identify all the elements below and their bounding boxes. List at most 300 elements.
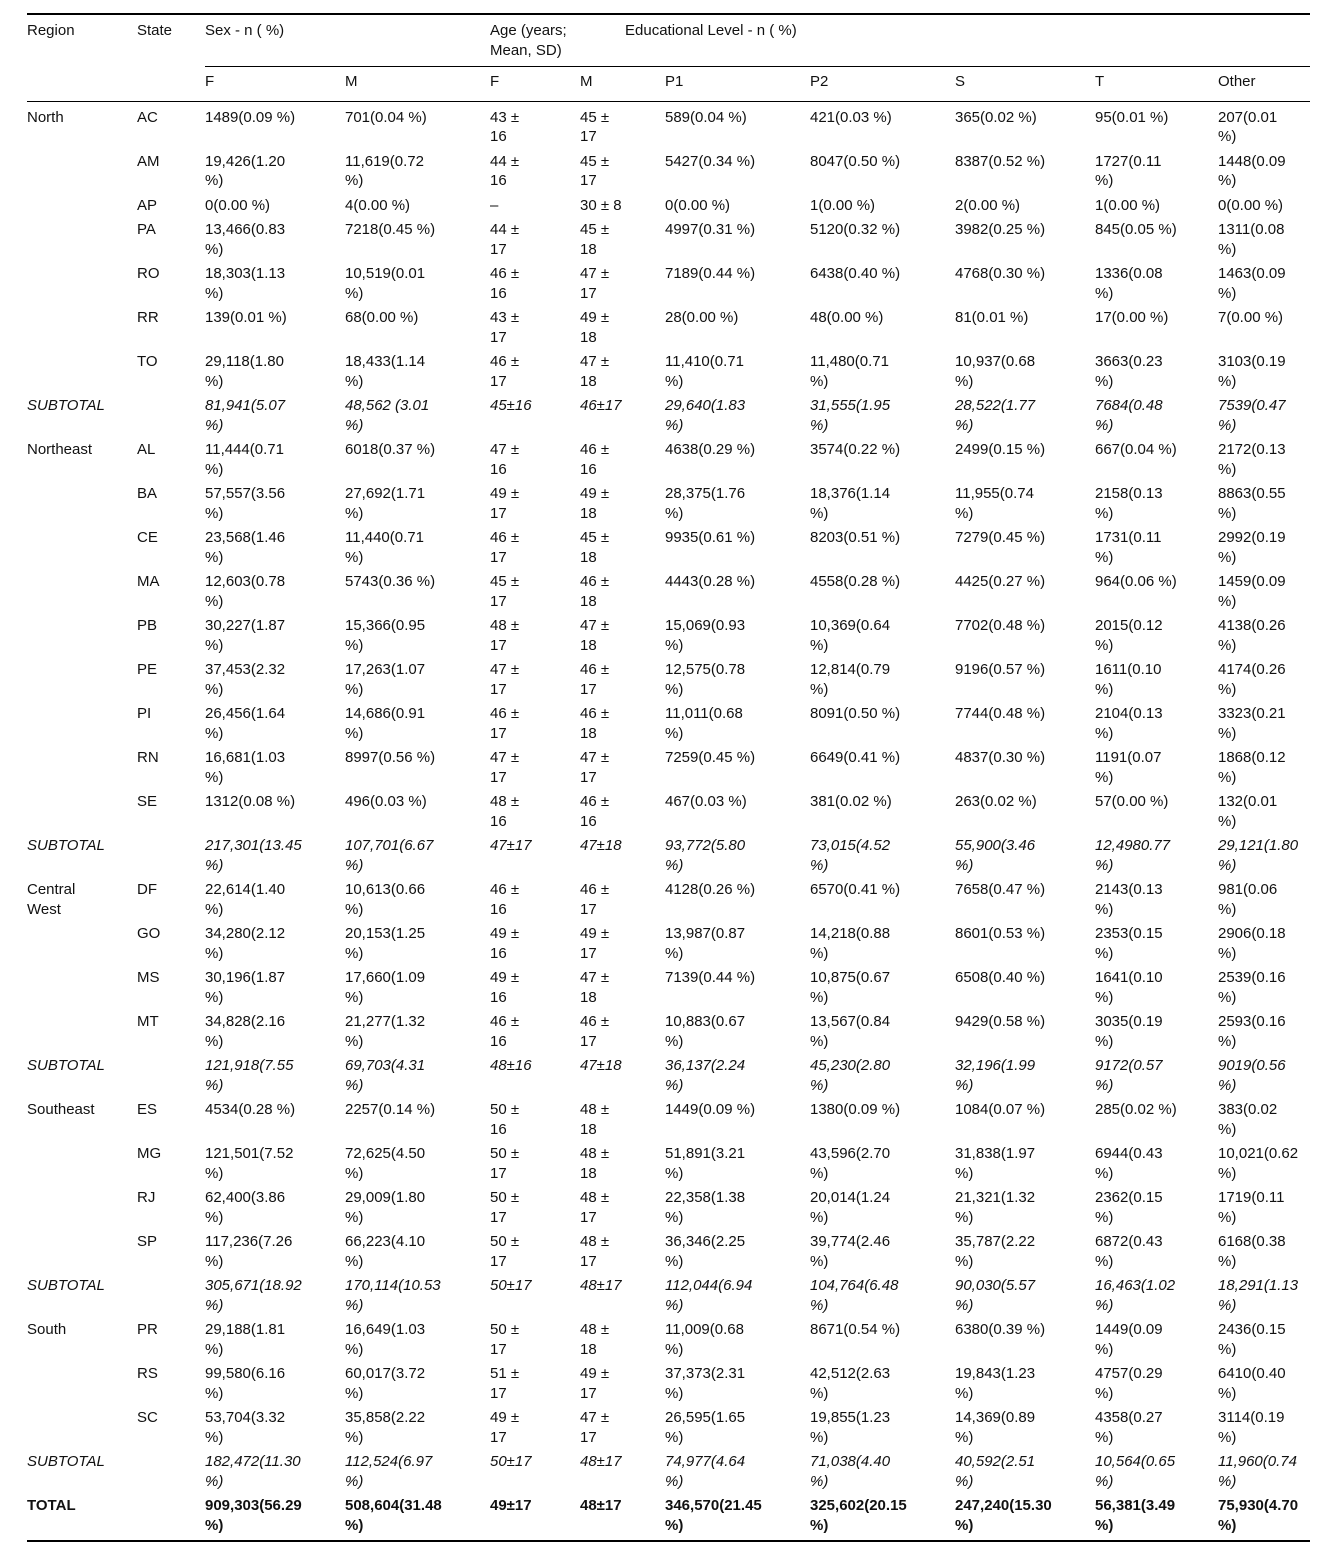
sex-m-cell: 69,703(4.31 %) (345, 1057, 426, 1094)
region-cell (27, 1142, 137, 1186)
age-f-cell: 46 ± 17 (490, 353, 520, 390)
edu-p2-cell: 43,596(2.70 %) (810, 1145, 891, 1182)
subtotal-row (27, 1054, 1310, 1098)
sex-f-cell: 217,301(13.45 %) (205, 837, 302, 874)
region-cell (27, 149, 137, 193)
edu-p1-cell: 51,891(3.21 %) (665, 1145, 746, 1182)
edu-t-cell: 17(0.00 %) (1095, 309, 1169, 326)
edu-other-cell: 207(0.01 %) (1218, 108, 1278, 145)
sex-m-cell: 20,153(1.25 %) (345, 925, 426, 962)
age-f-cell: 47 ± 16 (490, 441, 520, 478)
table-row (27, 262, 1310, 306)
sex-f-cell: 182,472(11.30 %) (205, 1453, 301, 1490)
state-cell (137, 1450, 205, 1494)
edu-p2-cell: 6438(0.40 %) (810, 265, 901, 282)
age-m-cell: 47±18 (580, 1057, 622, 1074)
edu-p2-cell: 8671(0.54 %) (810, 1321, 901, 1338)
edu-p1-cell: 74,977(4.64 %) (665, 1453, 746, 1490)
table-row (27, 438, 1310, 482)
edu-s-cell: 11,955(0.74 %) (955, 485, 1034, 522)
state-cell: MS (137, 969, 160, 986)
edu-p1-cell: 4128(0.26 %) (665, 881, 756, 898)
sex-m-cell: 11,619(0.72 %) (345, 152, 424, 189)
edu-s-cell: 81(0.01 %) (955, 309, 1029, 326)
region-cell (27, 1186, 137, 1230)
edu-p2-cell: 45,230(2.80 %) (810, 1057, 891, 1094)
state-cell (137, 1274, 205, 1318)
sex-f-cell: 81,941(5.07 %) (205, 397, 286, 434)
region-cell: SUBTOTAL (27, 397, 105, 414)
edu-other-cell: 1311(0.08 %) (1218, 221, 1285, 258)
edu-p2-cell: 39,774(2.46 %) (810, 1233, 891, 1270)
age-f-cell: 49±17 (490, 1497, 532, 1514)
table-row (27, 101, 1310, 149)
region-cell: Northeast (27, 441, 93, 458)
sex-f-cell: 1312(0.08 %) (205, 793, 296, 810)
sex-f-cell: 11,444(0.71 %) (205, 441, 284, 478)
col-header-age-m: M (580, 67, 665, 102)
edu-t-cell: 1611(0.10 %) (1095, 661, 1162, 698)
edu-p2-cell: 14,218(0.88 %) (810, 925, 891, 962)
region-cell: North (27, 108, 64, 126)
table-row (27, 482, 1310, 526)
edu-t-cell: 285(0.02 %) (1095, 1101, 1177, 1118)
sex-f-cell: 37,453(2.32 %) (205, 661, 286, 698)
col-header-p1: P1 (665, 67, 810, 102)
edu-p2-cell: 1380(0.09 %) (810, 1101, 901, 1118)
age-f-cell: 49 ± 16 (490, 925, 520, 962)
edu-p2-cell: 13,567(0.84 %) (810, 1013, 891, 1050)
edu-t-cell: 2104(0.13 %) (1095, 705, 1163, 742)
col-header-other: Other (1218, 67, 1310, 102)
state-cell: AP (137, 196, 158, 214)
region-cell (27, 702, 137, 746)
edu-other-cell: 3114(0.19 %) (1218, 1409, 1285, 1446)
sex-f-cell: 909,303(56.29 %) (205, 1497, 302, 1534)
region-cell (27, 218, 137, 262)
region-cell (27, 1362, 137, 1406)
sex-m-cell: 107,701(6.67 %) (345, 837, 434, 874)
edu-other-cell: 6168(0.38 %) (1218, 1233, 1286, 1270)
group-header-row (27, 14, 1310, 67)
age-f-cell: 48 ± 16 (490, 793, 520, 830)
edu-s-cell: 4768(0.30 %) (955, 265, 1046, 282)
region-cell (27, 1010, 137, 1054)
edu-p1-cell: 346,570(21.45 %) (665, 1497, 762, 1534)
edu-p2-cell: 71,038(4.40 %) (810, 1453, 891, 1490)
edu-t-cell: 3035(0.19 %) (1095, 1013, 1163, 1050)
age-f-cell: 44 ± 17 (490, 221, 520, 258)
age-f-cell: 50 ± 17 (490, 1145, 520, 1182)
region-cell (27, 658, 137, 702)
edu-other-cell: 2992(0.19 %) (1218, 529, 1286, 566)
age-f-cell: 50 ± 16 (490, 1101, 520, 1138)
subtotal-row (27, 834, 1310, 878)
age-f-cell: 48±16 (490, 1057, 532, 1074)
region-cell: SUBTOTAL (27, 1277, 105, 1294)
table-row (27, 193, 1310, 218)
edu-p1-cell: 7139(0.44 %) (665, 969, 756, 986)
table-row (27, 1186, 1310, 1230)
subtotal-row (27, 394, 1310, 438)
region-cell (27, 966, 137, 1010)
edu-s-cell: 1084(0.07 %) (955, 1101, 1046, 1118)
edu-t-cell: 2158(0.13 %) (1095, 485, 1163, 522)
edu-other-cell: 981(0.06 %) (1218, 881, 1278, 918)
state-cell: SE (137, 793, 158, 810)
edu-s-cell: 247,240(15.30 %) (955, 1497, 1052, 1534)
state-cell: PB (137, 617, 158, 634)
region-cell (27, 1406, 137, 1450)
age-f-cell: 44 ± 16 (490, 152, 520, 189)
age-f-cell: 46 ± 17 (490, 529, 520, 566)
edu-s-cell: 19,843(1.23 %) (955, 1365, 1036, 1402)
edu-p2-cell: 12,814(0.79 %) (810, 661, 891, 698)
sex-m-cell: 16,649(1.03 %) (345, 1321, 426, 1358)
state-cell: PI (137, 705, 152, 722)
table-row (27, 658, 1310, 702)
region-cell (27, 614, 137, 658)
table-row (27, 149, 1310, 193)
sex-m-cell: 66,223(4.10 %) (345, 1233, 426, 1270)
edu-s-cell: 40,592(2.51 %) (955, 1453, 1036, 1490)
region-cell: SUBTOTAL (27, 1453, 105, 1470)
state-cell: SP (137, 1233, 158, 1250)
state-cell: AC (137, 108, 158, 126)
sex-m-cell: 27,692(1.71 %) (345, 485, 426, 522)
edu-p2-cell: 8047(0.50 %) (810, 152, 901, 170)
region-cell (27, 790, 137, 834)
state-cell: MA (137, 573, 160, 590)
state-cell: MG (137, 1145, 162, 1162)
age-m-cell: 49 ± 18 (580, 485, 610, 522)
edu-p2-cell: 6570(0.41 %) (810, 881, 901, 898)
sex-f-cell: 1489(0.09 %) (205, 108, 296, 126)
edu-p2-cell: 19,855(1.23 %) (810, 1409, 891, 1446)
edu-s-cell: 8601(0.53 %) (955, 925, 1046, 942)
state-cell: BA (137, 485, 158, 502)
edu-p2-cell: 10,875(0.67 %) (810, 969, 891, 1006)
sex-m-cell: 496(0.03 %) (345, 793, 427, 810)
edu-p2-cell: 1(0.00 %) (810, 196, 876, 214)
age-f-cell: 49 ± 16 (490, 969, 520, 1006)
sex-m-cell: 17,263(1.07 %) (345, 661, 426, 698)
edu-other-cell: 1463(0.09 %) (1218, 265, 1286, 302)
sex-f-cell: 117,236(7.26 %) (205, 1233, 293, 1270)
age-m-cell: 47±18 (580, 837, 622, 854)
age-f-cell: 47 ± 17 (490, 661, 520, 698)
edu-s-cell: 35,787(2.22 %) (955, 1233, 1036, 1270)
age-m-cell: 48 ± 18 (580, 1101, 610, 1138)
edu-other-cell: 0(0.00 %) (1218, 196, 1284, 214)
edu-other-cell: 1868(0.12 %) (1218, 749, 1286, 786)
age-f-cell: 45±16 (490, 397, 532, 414)
state-cell: CE (137, 529, 158, 546)
edu-t-cell: 4358(0.27 %) (1095, 1409, 1163, 1446)
sex-group-label: Sex - n ( %) (205, 22, 285, 39)
region-cell (27, 482, 137, 526)
sex-f-cell: 29,188(1.81 %) (205, 1321, 286, 1358)
table-row (27, 218, 1310, 262)
age-f-cell: 50±17 (490, 1277, 532, 1294)
edu-s-cell: 7279(0.45 %) (955, 529, 1046, 546)
age-m-cell: 47 ± 17 (580, 1409, 610, 1446)
sex-f-cell: 62,400(3.86 %) (205, 1189, 286, 1226)
region-cell (27, 262, 137, 306)
age-m-cell: 47 ± 17 (580, 749, 610, 786)
age-f-cell: 50 ± 17 (490, 1189, 520, 1226)
age-m-cell: 45 ± 18 (580, 221, 610, 258)
edu-p1-cell: 5427(0.34 %) (665, 152, 756, 170)
sex-f-cell: 30,227(1.87 %) (205, 617, 286, 654)
edu-p1-cell: 36,137(2.24 %) (665, 1057, 746, 1094)
edu-p1-cell: 12,575(0.78 %) (665, 661, 746, 698)
edu-s-cell: 55,900(3.46 %) (955, 837, 1036, 874)
age-m-cell: 47 ± 18 (580, 969, 610, 1006)
edu-t-cell: 6872(0.43 %) (1095, 1233, 1163, 1270)
age-m-cell: 49 ± 17 (580, 925, 610, 962)
sex-m-cell: 10,519(0.01 %) (345, 265, 426, 302)
edu-p2-cell: 4558(0.28 %) (810, 573, 901, 590)
edu-other-cell: 3323(0.21 %) (1218, 705, 1286, 742)
edu-p2-cell: 20,014(1.24 %) (810, 1189, 891, 1226)
age-m-cell: 48±17 (580, 1277, 622, 1294)
edu-s-cell: 263(0.02 %) (955, 793, 1037, 810)
edu-s-cell: 28,522(1.77 %) (955, 397, 1036, 434)
col-header-t: T (1095, 67, 1218, 102)
edu-s-cell: 7744(0.48 %) (955, 705, 1046, 722)
age-f-cell: 46 ± 16 (490, 265, 520, 302)
region-cell: SUBTOTAL (27, 1057, 105, 1074)
age-m-cell: 47 ± 17 (580, 265, 610, 302)
edu-p1-cell: 93,772(5.80 %) (665, 837, 746, 874)
edu-p2-cell: 8091(0.50 %) (810, 705, 901, 722)
age-m-cell: 46 ± 16 (580, 793, 610, 830)
sex-f-cell: 4534(0.28 %) (205, 1101, 296, 1118)
edu-s-cell: 90,030(5.57 %) (955, 1277, 1036, 1314)
sex-m-cell: 6018(0.37 %) (345, 441, 436, 458)
edu-s-cell: 7658(0.47 %) (955, 881, 1046, 898)
total-row (27, 1494, 1310, 1542)
edu-other-cell: 3103(0.19 %) (1218, 353, 1286, 390)
age-m-cell: 30 ± 8 (580, 196, 622, 214)
region-cell (27, 746, 137, 790)
edu-s-cell: 21,321(1.32 %) (955, 1189, 1036, 1226)
sex-m-cell: 2257(0.14 %) (345, 1101, 436, 1118)
edu-p2-cell: 11,480(0.71 %) (810, 353, 889, 390)
sex-m-cell: 701(0.04 %) (345, 108, 427, 126)
sex-m-cell: 11,440(0.71 %) (345, 529, 424, 566)
age-m-cell: 46 ± 17 (580, 661, 610, 698)
age-f-cell: 43 ± 16 (490, 108, 520, 145)
state-cell: RN (137, 749, 159, 766)
table-row (27, 790, 1310, 834)
edu-p1-cell: 26,595(1.65 %) (665, 1409, 746, 1446)
edu-p1-cell: 4638(0.29 %) (665, 441, 756, 458)
edu-t-cell: 1191(0.07 %) (1095, 749, 1162, 786)
edu-p1-cell: 7189(0.44 %) (665, 265, 756, 282)
edu-other-cell: 2539(0.16 %) (1218, 969, 1286, 1006)
state-cell: AM (137, 152, 160, 170)
edu-t-cell: 1641(0.10 %) (1095, 969, 1163, 1006)
sex-m-cell: 508,604(31.48 %) (345, 1497, 442, 1534)
age-m-cell: 49 ± 17 (580, 1365, 610, 1402)
table-row (27, 922, 1310, 966)
age-f-cell: 46 ± 16 (490, 881, 520, 918)
state-cell: PA (137, 221, 156, 238)
age-m-cell: 48±17 (580, 1453, 622, 1470)
edu-s-cell: 365(0.02 %) (955, 108, 1037, 126)
edu-p1-cell: 11,011(0.68 %) (665, 705, 743, 742)
age-f-cell: 48 ± 17 (490, 617, 520, 654)
state-cell: TO (137, 353, 158, 370)
col-header-p2: P2 (810, 67, 955, 102)
age-f-cell: 49 ± 17 (490, 485, 520, 522)
edu-p1-cell: 37,373(2.31 %) (665, 1365, 746, 1402)
sex-f-cell: 29,118(1.80 %) (205, 353, 284, 390)
edu-t-cell: 3663(0.23 %) (1095, 353, 1163, 390)
edu-other-cell: 4174(0.26 %) (1218, 661, 1286, 698)
sex-m-cell: 14,686(0.91 %) (345, 705, 426, 742)
edu-p1-cell: 9935(0.61 %) (665, 529, 756, 546)
education-group-label: Educational Level - n ( %) (625, 22, 797, 39)
edu-t-cell: 845(0.05 %) (1095, 221, 1177, 238)
age-f-cell: 46 ± 17 (490, 705, 520, 742)
age-f-cell: 45 ± 17 (490, 573, 520, 610)
table-row (27, 570, 1310, 614)
edu-t-cell: 10,564(0.65 %) (1095, 1453, 1176, 1490)
sex-f-cell: 305,671(18.92 %) (205, 1277, 302, 1314)
edu-p2-cell: 42,512(2.63 %) (810, 1365, 891, 1402)
edu-p2-cell: 10,369(0.64 %) (810, 617, 891, 654)
state-cell: RR (137, 309, 159, 326)
state-cell (137, 1054, 205, 1098)
sex-m-cell: 4(0.00 %) (345, 196, 411, 214)
age-m-cell: 49 ± 18 (580, 309, 610, 346)
state-cell (137, 1494, 205, 1542)
region-cell: TOTAL (27, 1497, 76, 1514)
sex-m-cell: 60,017(3.72 %) (345, 1365, 426, 1402)
sex-f-cell: 18,303(1.13 %) (205, 265, 286, 302)
state-cell: DF (137, 881, 157, 898)
region-cell (27, 306, 137, 350)
sex-f-cell: 22,614(1.40 %) (205, 881, 286, 918)
edu-t-cell: 4757(0.29 %) (1095, 1365, 1163, 1402)
region-cell: SUBTOTAL (27, 837, 105, 854)
table-body (27, 101, 1310, 1541)
age-group-label: Age (years; Mean, SD) (490, 22, 567, 59)
sex-m-cell: 29,009(1.80 %) (345, 1189, 426, 1226)
edu-p1-cell: 4997(0.31 %) (665, 221, 756, 238)
edu-s-cell: 3982(0.25 %) (955, 221, 1046, 238)
sex-m-cell: 170,114(10.53 %) (345, 1277, 441, 1314)
edu-other-cell: 1448(0.09 %) (1218, 152, 1286, 189)
age-m-cell: 47 ± 18 (580, 353, 610, 390)
edu-t-cell: 2353(0.15 %) (1095, 925, 1163, 962)
sex-f-cell: 121,918(7.55 %) (205, 1057, 294, 1094)
sex-f-cell: 26,456(1.64 %) (205, 705, 286, 742)
region-cell (27, 193, 137, 218)
edu-p1-cell: 29,640(1.83 %) (665, 397, 746, 434)
sex-m-cell: 21,277(1.32 %) (345, 1013, 426, 1050)
state-cell: RJ (137, 1189, 156, 1206)
state-cell: ES (137, 1101, 158, 1118)
table-row (27, 1362, 1310, 1406)
edu-p1-cell: 7259(0.45 %) (665, 749, 756, 766)
edu-other-cell: 7539(0.47 %) (1218, 397, 1286, 434)
age-m-cell: 46 ± 17 (580, 1013, 610, 1050)
edu-s-cell: 31,838(1.97 %) (955, 1145, 1036, 1182)
sex-f-cell: 23,568(1.46 %) (205, 529, 286, 566)
table-header (27, 14, 1310, 101)
edu-t-cell: 667(0.04 %) (1095, 441, 1177, 458)
region-cell: South (27, 1321, 67, 1338)
edu-p2-cell: 5120(0.32 %) (810, 221, 901, 238)
edu-p2-cell: 8203(0.51 %) (810, 529, 901, 546)
age-f-cell: 49 ± 17 (490, 1409, 520, 1446)
sex-m-cell: 10,613(0.66 %) (345, 881, 426, 918)
edu-p2-cell: 6649(0.41 %) (810, 749, 901, 766)
sex-f-cell: 34,280(2.12 %) (205, 925, 286, 962)
table-row (27, 1230, 1310, 1274)
edu-t-cell: 2143(0.13 %) (1095, 881, 1163, 918)
edu-p2-cell: 31,555(1.95 %) (810, 397, 891, 434)
sub-header-row (27, 67, 1310, 102)
age-m-cell: 45 ± 17 (580, 108, 610, 145)
sex-f-cell: 57,557(3.56 %) (205, 485, 286, 522)
region-cell (27, 1230, 137, 1274)
table-row (27, 746, 1310, 790)
edu-other-cell: 2906(0.18 %) (1218, 925, 1286, 962)
edu-other-cell: 132(0.01 %) (1218, 793, 1278, 830)
subtotal-row (27, 1450, 1310, 1494)
edu-t-cell: 57(0.00 %) (1095, 793, 1169, 810)
edu-p2-cell: 3574(0.22 %) (810, 441, 901, 458)
table-row (27, 1010, 1310, 1054)
sex-f-cell: 34,828(2.16 %) (205, 1013, 286, 1050)
edu-p2-cell: 381(0.02 %) (810, 793, 892, 810)
sex-m-cell: 68(0.00 %) (345, 309, 419, 326)
state-cell (137, 834, 205, 878)
edu-t-cell: 1336(0.08 %) (1095, 265, 1163, 302)
edu-p1-cell: 1449(0.09 %) (665, 1101, 756, 1118)
table-row (27, 702, 1310, 746)
age-m-cell: 47 ± 18 (580, 617, 610, 654)
edu-p1-cell: 467(0.03 %) (665, 793, 747, 810)
age-m-cell: 46±17 (580, 397, 622, 414)
col-header-state: State (137, 14, 205, 101)
edu-t-cell: 16,463(1.02 %) (1095, 1277, 1176, 1314)
region-cell (27, 922, 137, 966)
edu-other-cell: 383(0.02 %) (1218, 1101, 1278, 1138)
sex-m-cell: 35,858(2.22 %) (345, 1409, 426, 1446)
edu-p2-cell: 104,764(6.48 %) (810, 1277, 899, 1314)
edu-s-cell: 4837(0.30 %) (955, 749, 1046, 766)
edu-p1-cell: 0(0.00 %) (665, 196, 731, 214)
edu-t-cell: 1(0.00 %) (1095, 196, 1161, 214)
edu-s-cell: 9196(0.57 %) (955, 661, 1046, 678)
edu-s-cell: 2499(0.15 %) (955, 441, 1046, 458)
sex-m-cell: 72,625(4.50 %) (345, 1145, 426, 1182)
table-row (27, 966, 1310, 1010)
edu-p1-cell: 15,069(0.93 %) (665, 617, 746, 654)
state-cell: GO (137, 925, 161, 942)
edu-t-cell: 2362(0.15 %) (1095, 1189, 1163, 1226)
region-cell: Southeast (27, 1101, 95, 1118)
age-m-cell: 48 ± 18 (580, 1321, 610, 1358)
edu-t-cell: 1449(0.09 %) (1095, 1321, 1163, 1358)
table-row (27, 306, 1310, 350)
